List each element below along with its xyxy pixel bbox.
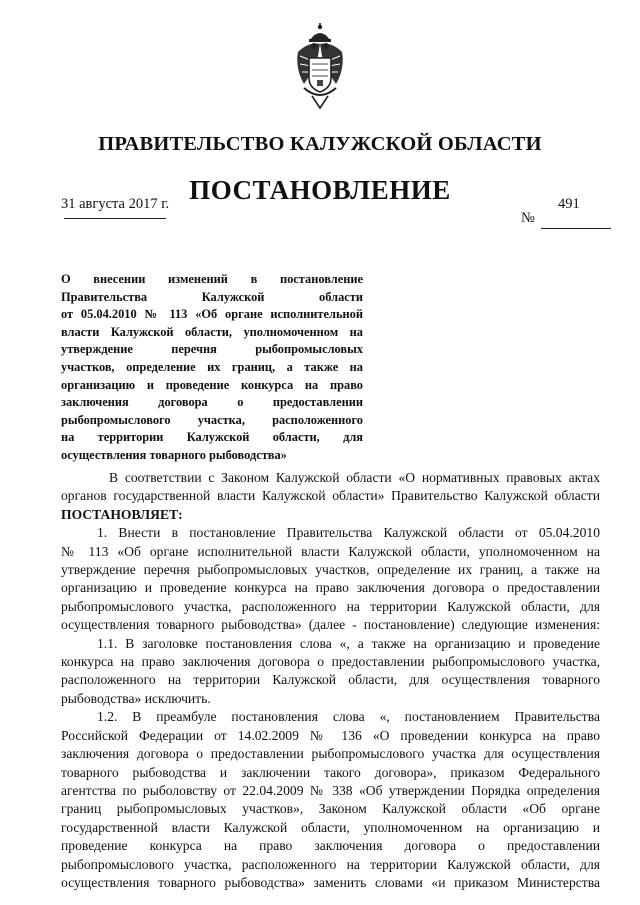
body-line: утверждение перечня рыбопромысловых участков, определение их границ, а также на <box>61 562 600 578</box>
body-line: В соответствии с Законом Калужской области «О нормативных правовых актах <box>109 470 600 485</box>
subject-line: заключения договора о предоставлении <box>61 395 363 410</box>
document-date: 31 августа 2017 г. <box>61 196 170 212</box>
subject-line: организацию и проведение конкурса на право <box>61 377 363 392</box>
subject-line: рыбопромыслового участка, расположенного <box>61 412 363 427</box>
body-line: расположенного на территории Калужской области, для осуществления товарного <box>61 672 600 688</box>
body-line: 1. Внести в постановление Правительства Калужской области от 05.04.2010 <box>97 525 600 541</box>
body-line: рыбопромыслового участка, расположенного на территории Калужской области, для <box>61 598 600 614</box>
document-number: 491 <box>558 196 580 212</box>
body-line: осуществления товарного рыбоводства» заменить словами «и приказом Министерства <box>61 874 600 890</box>
subject-line: власти Калужской области, уполномоченном на <box>61 324 363 339</box>
body-line: границ рыбопромысловых участков», Законом Калужской области «Об органе <box>61 801 600 817</box>
subject-line: утверждение перечня рыбопромысловых <box>61 342 363 357</box>
government-title: ПРАВИТЕЛЬСТВО КАЛУЖСКОЙ ОБЛАСТИ <box>98 133 542 155</box>
body-line: 1.2. В преамбуле постановления слова «, постановлением Правительства <box>97 709 600 725</box>
date-underline <box>64 218 166 219</box>
body-line: № 113 «Об органе исполнительной власти Калужской области, уполномоченном на <box>61 543 600 559</box>
subject-line: от 05.04.2010 № 113 «Об органе исполнительной <box>61 307 363 322</box>
body-line: осуществления товарного рыбоводства» (далее - постановление) следующие изменения: <box>61 617 600 633</box>
document-subject <box>61 271 363 465</box>
body-line: рыбопромыслового участка, расположенного на территории Калужской области, для <box>61 856 600 872</box>
body-line: государственной власти Калужской области, уполномоченном на организацию и <box>61 819 600 835</box>
body-line: заключения договора о предоставлении рыбопромыслового участка для осуществления <box>61 746 600 762</box>
body-line: проведение конкурса на право заключения договора о предоставлении <box>61 838 600 854</box>
body-line: организацию и проведение конкурса на право заключения договора о предоставлении <box>61 580 600 596</box>
body-line: товарного рыбоводства и заключении такого договора», приказом Федерального <box>61 764 600 780</box>
subject-line: Правительства Калужской области <box>61 289 363 304</box>
subject-line: осуществления товарного рыбоводства» <box>61 447 287 462</box>
body-line: рыбоводства» исключить. <box>61 690 211 706</box>
body-line: органов государственной власти Калужской области» Правительство Калужской области <box>61 488 600 504</box>
body-line: Российской Федерации от 14.02.2009 № 136 «О проведении конкурса на право <box>61 727 600 743</box>
body-line: конкурса на право заключения договора о предоставлении рыбопромыслового участка, <box>61 654 600 670</box>
body-line: агентства по рыболовству от 22.04.2009 № 338 «Об утверждении Порядка определения <box>61 782 600 798</box>
document-body <box>61 469 600 892</box>
number-sign: № <box>521 210 535 226</box>
subject-line: О внесении изменений в постановление <box>61 272 363 286</box>
subject-line: участков, определение их границ, а также на <box>61 359 363 374</box>
resolves-heading: ПОСТАНОВЛЯЕТ: <box>61 506 183 522</box>
number-underline <box>541 228 611 229</box>
subject-line: на территории Калужской области, для <box>61 430 363 445</box>
body-line: 1.1. В заголовке постановления слова «, а также на организацию и проведение <box>97 635 600 651</box>
document-type-title: ПОСТАНОВЛЕНИЕ <box>189 175 451 205</box>
kaluga-coat-of-arms-icon <box>290 22 350 110</box>
